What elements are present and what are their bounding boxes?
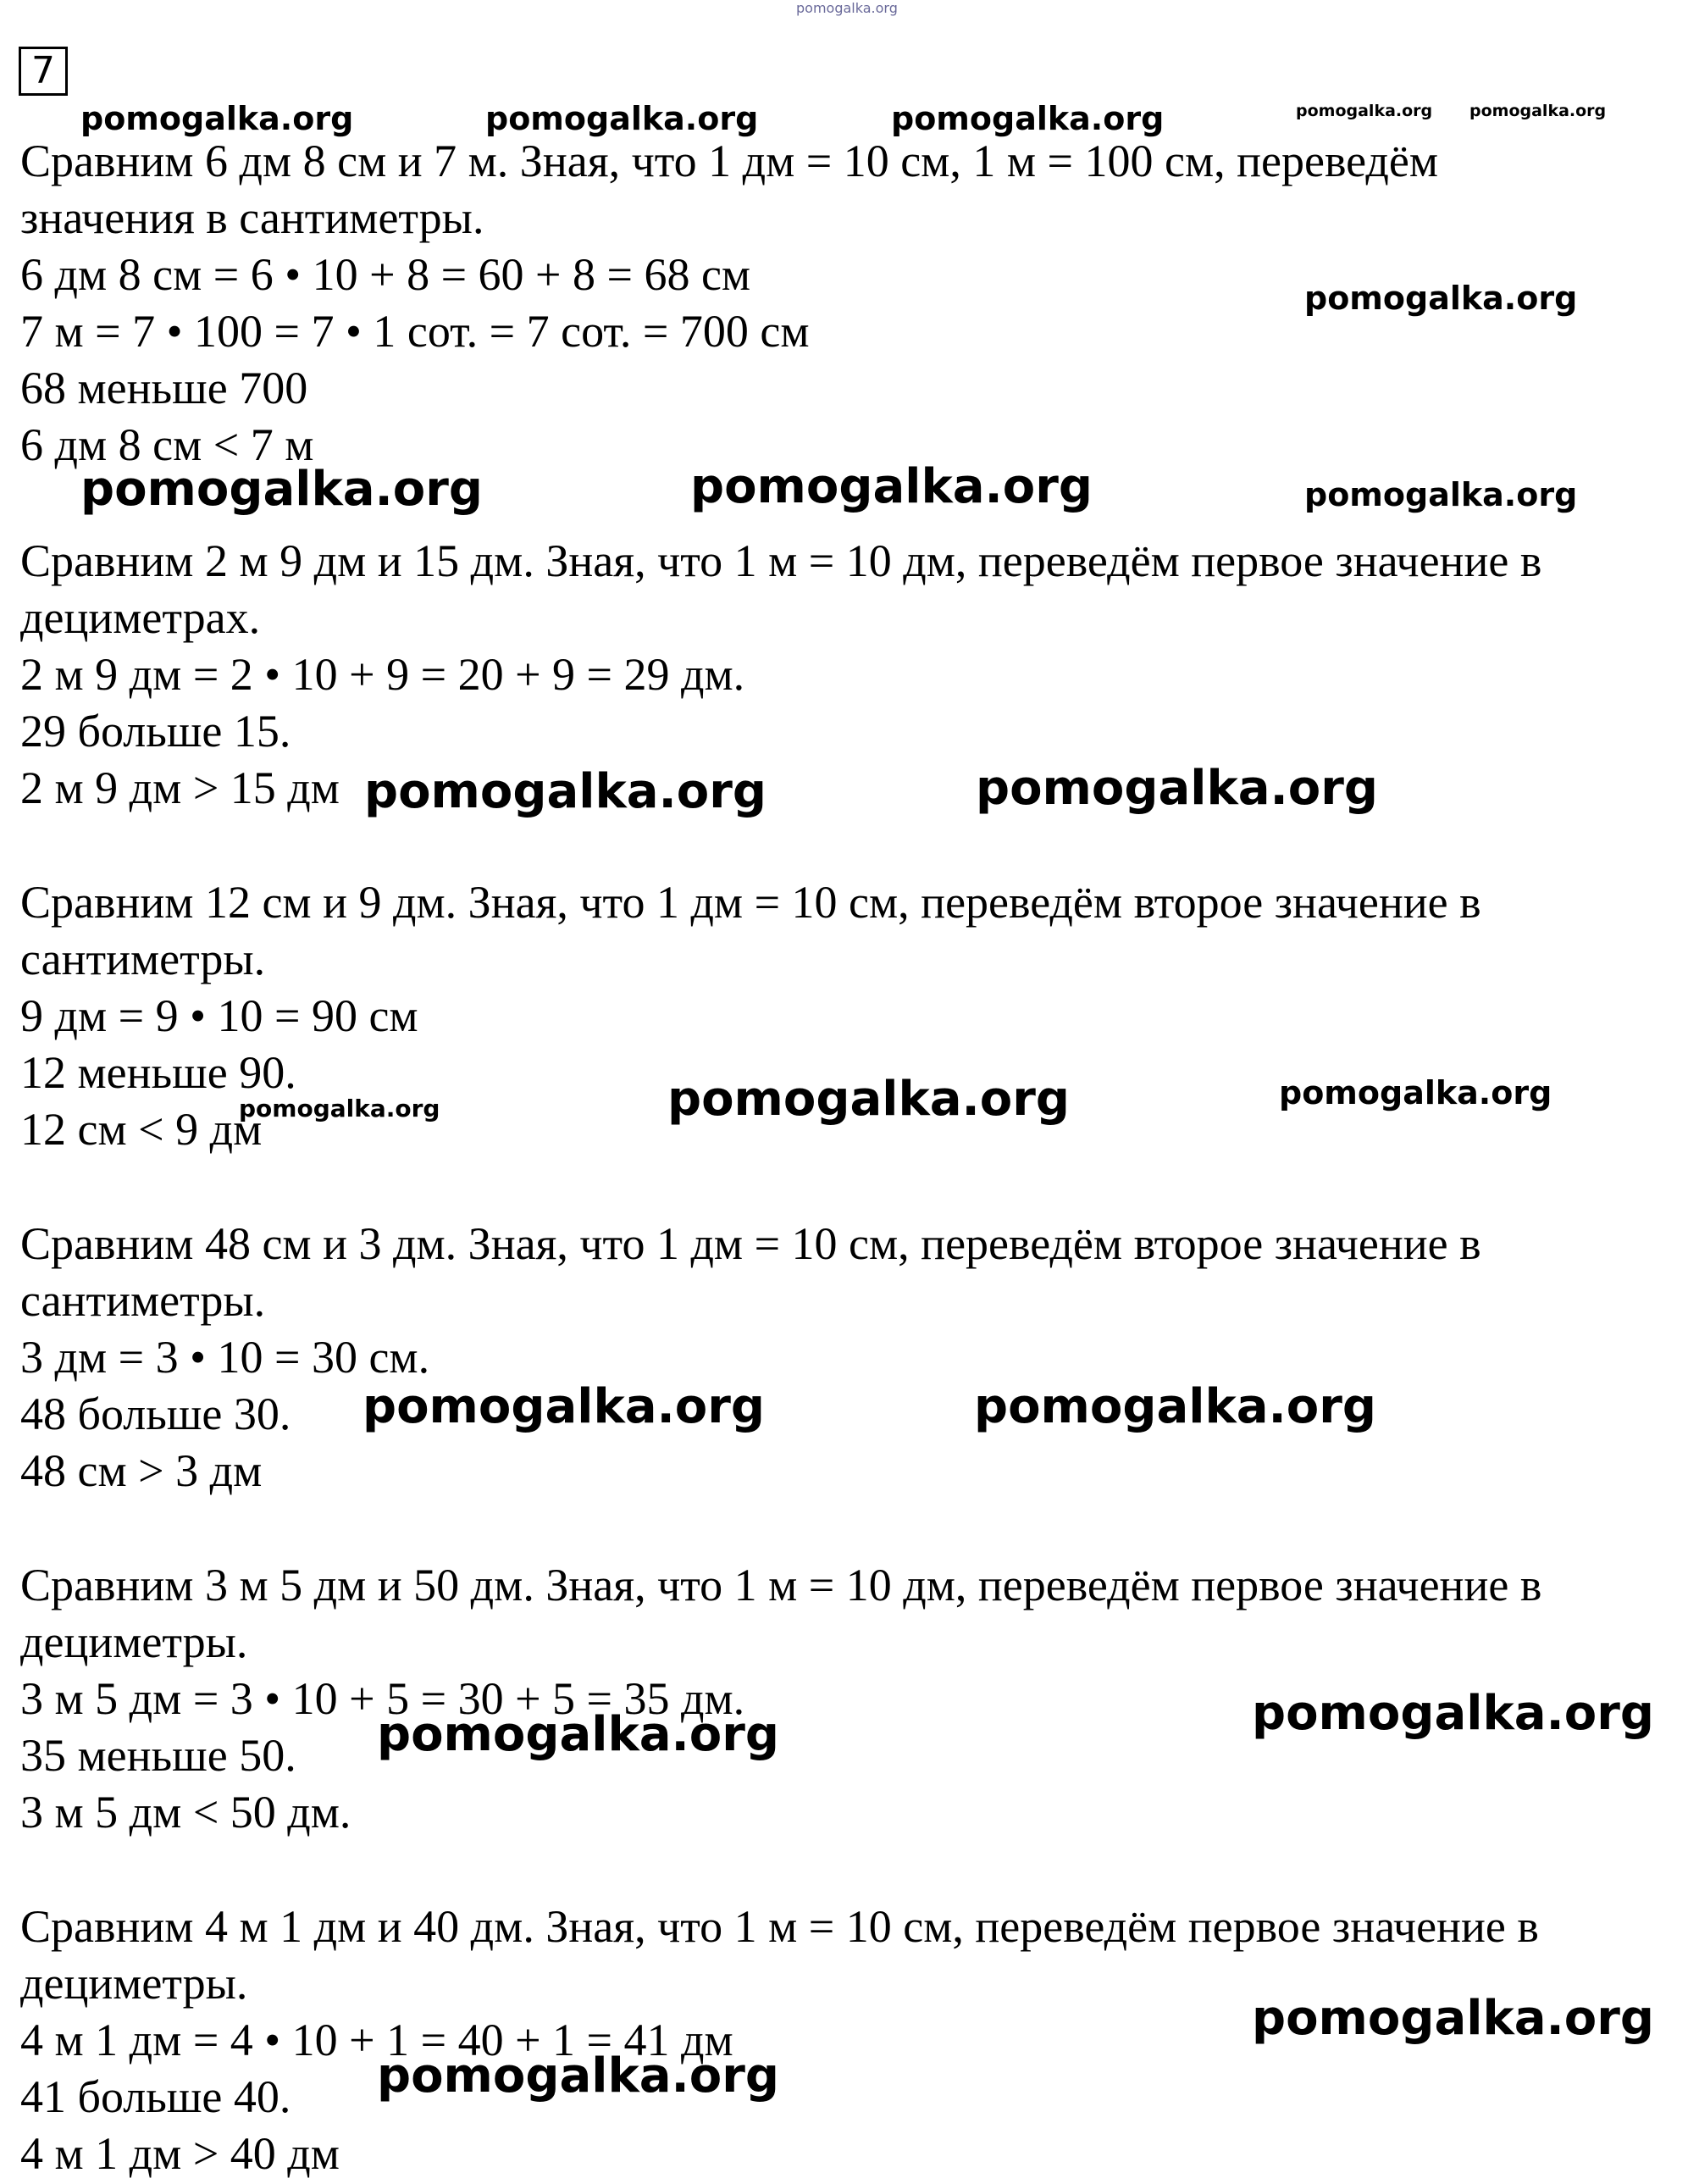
watermark: pomogalka.org [377, 2048, 779, 2104]
watermark: pomogalka.org [1252, 1991, 1654, 2046]
text-line: 12 см < 9 дм [20, 1104, 263, 1155]
text-line: 4 м 1 дм = 4 • 10 + 1 = 40 + 1 = 41 дм [20, 2015, 733, 2065]
watermark: pomogalka.org [974, 1379, 1376, 1434]
text-line: 2 м 9 дм > 15 дм [20, 762, 340, 813]
text-line: 6 дм 8 см = 6 • 10 + 8 = 60 + 8 = 68 см [20, 249, 751, 300]
text-line: дециметрах. [20, 592, 261, 643]
watermark: pomogalka.org [1252, 1686, 1654, 1741]
watermark: pomogalka.org [1304, 476, 1578, 513]
text-line: 4 м 1 дм > 40 дм [20, 2128, 340, 2179]
watermark: pomogalka.org [364, 764, 767, 819]
watermark: pomogalka.org [80, 100, 354, 137]
text-line: Сравним 3 м 5 дм и 50 дм. Зная, что 1 м = 10 дм, переведём первое значение в [20, 1560, 1542, 1610]
text-line: сантиметры. [20, 1275, 266, 1326]
text-line: Сравним 12 см и 9 дм. Зная, что 1 дм = 10 см, переведём второе значение в [20, 877, 1481, 928]
watermark: pomogalka.org [667, 1072, 1070, 1127]
text-line: Сравним 2 м 9 дм и 15 дм. Зная, что 1 м = 10 дм, переведём первое значение в [20, 535, 1542, 586]
text-line: 3 м 5 дм < 50 дм. [20, 1787, 351, 1838]
text-line: 7 м = 7 • 100 = 7 • 1 сот. = 7 сот. = 700 см [20, 306, 810, 357]
text-line: 2 м 9 дм = 2 • 10 + 9 = 20 + 9 = 29 дм. [20, 649, 745, 700]
watermark: pomogalka.org [80, 462, 483, 517]
text-line: дециметры. [20, 1616, 248, 1667]
watermark: pomogalka.org [1296, 102, 1433, 120]
text-line: сантиметры. [20, 934, 266, 984]
text-line: значения в сантиметры. [20, 192, 484, 243]
text-line: Сравним 48 см и 3 дм. Зная, что 1 дм = 10 см, переведём второе значение в [20, 1218, 1481, 1269]
text-line: 12 меньше 90. [20, 1047, 296, 1098]
watermark: pomogalka.org [1304, 280, 1578, 317]
text-line: 3 м 5 дм = 3 • 10 + 5 = 30 + 5 = 35 дм. [20, 1673, 745, 1724]
watermark: pomogalka.org [1469, 102, 1607, 120]
text-line: Сравним 6 дм 8 см и 7 м. Зная, что 1 дм = 10 см, 1 м = 100 см, переведём [20, 136, 1438, 186]
text-line: 48 см > 3 дм [20, 1445, 263, 1496]
watermark: pomogalka.org [363, 1379, 765, 1434]
watermark: pomogalka.org [485, 100, 759, 137]
text-line: 3 дм = 3 • 10 = 30 см. [20, 1332, 430, 1383]
watermark: pomogalka.org [976, 761, 1378, 816]
watermark: pomogalka.org [377, 1707, 779, 1762]
text-line: 9 дм = 9 • 10 = 90 см [20, 990, 418, 1041]
watermark-top: pomogalka.org [796, 0, 898, 16]
watermark: pomogalka.org [1279, 1074, 1552, 1111]
text-line: 68 меньше 700 [20, 363, 308, 413]
text-line: Сравним 4 м 1 дм и 40 дм. Зная, что 1 м = 10 см, переведём первое значение в [20, 1901, 1539, 1952]
text-line: дециметры. [20, 1958, 248, 2009]
text-line: 29 больше 15. [20, 706, 291, 757]
text-line: 48 больше 30. [20, 1389, 291, 1439]
text-line: 41 больше 40. [20, 2071, 291, 2122]
watermark: pomogalka.org [239, 1095, 440, 1122]
text-line: 6 дм 8 см < 7 м [20, 419, 314, 470]
text-line: 35 меньше 50. [20, 1730, 296, 1781]
watermark: pomogalka.org [891, 100, 1165, 137]
watermark: pomogalka.org [690, 459, 1093, 514]
task-number-box: 7 [19, 47, 68, 96]
